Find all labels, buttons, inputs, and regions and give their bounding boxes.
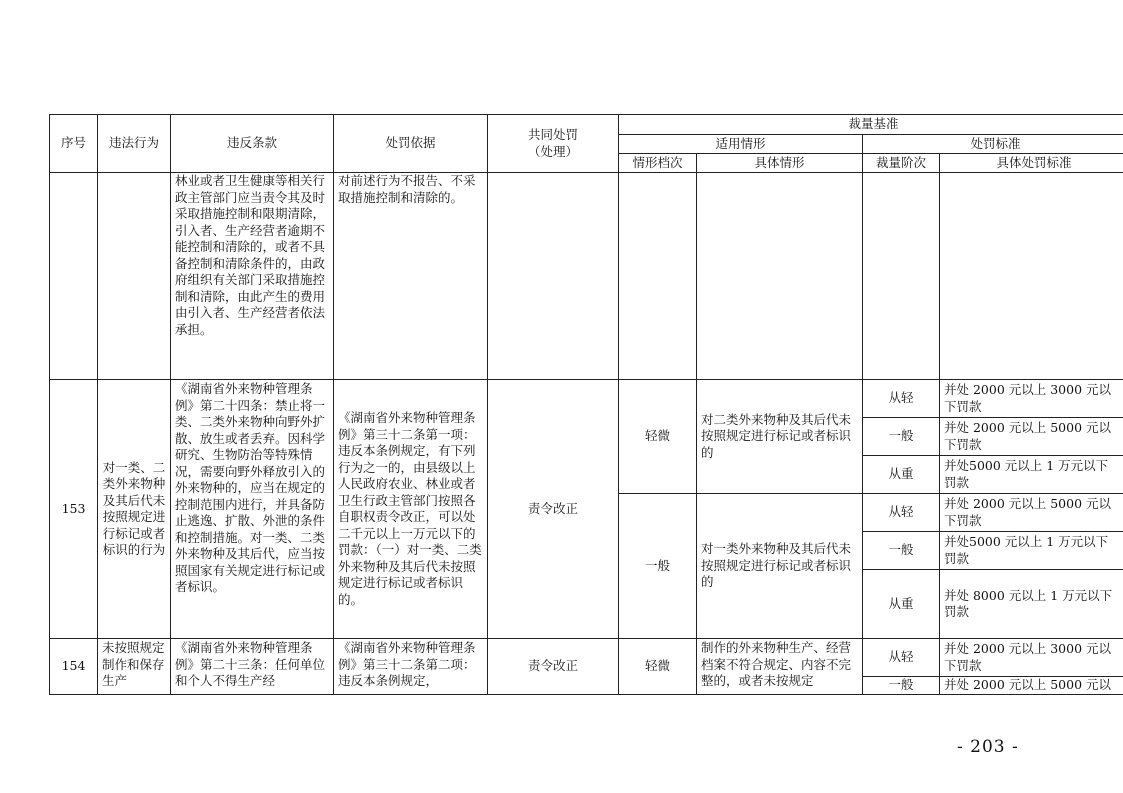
detail-cell: 对二类外来物种及其后代未按照规定进行标记或者标识的 [697, 380, 863, 494]
header-detail: 具体情形 [697, 154, 863, 173]
behavior-cell: 对一类、二类外来物种及其后代未按照规定进行标记或者标识的行为 [98, 380, 171, 639]
header-clause: 违反条款 [171, 115, 334, 173]
level-cell: 轻微 [619, 639, 697, 695]
penalty-cell: 并处 2000 元以上 5000 元以 [940, 677, 1123, 695]
header-applicable: 适用情形 [619, 135, 863, 154]
header-seq: 序号 [50, 115, 98, 173]
stage-cell: 从重 [863, 456, 940, 494]
cell-empty [619, 173, 697, 380]
header-common-line1: 共同处罚 [527, 127, 578, 142]
penalty-cell: 并处5000 元以上 1 万元以下 罚款 [940, 532, 1123, 570]
cell-empty [940, 173, 1123, 380]
header-discretion: 裁量基准 [619, 115, 1123, 135]
header-common [488, 115, 619, 173]
stage-cell: 从轻 [863, 494, 940, 532]
penalty-cell: 并处 2000 元以上 5000 元以 下罚款 [940, 418, 1123, 456]
stage-cell: 一般 [863, 532, 940, 570]
detail-cell: 制作的外来物种生产、经营档案不符合规定、内容不完整的，或者未按规定 [697, 639, 863, 695]
stage-cell: 从轻 [863, 639, 940, 677]
cell-empty [863, 173, 940, 380]
detail-cell: 对一类外来物种及其后代未按照规定进行标记或者标识的 [697, 494, 863, 639]
header-behavior: 违法行为 [98, 115, 171, 173]
clause-cell: 《湖南省外来物种管理条例》第二十四条：禁止将一类、二类外来物种向野外扩散、放生或者丢弃。因科学研究、生物防治等特殊情况，需要向野外释放引入的外来物种的，应当在规定的控制范围内进行，并具备防止逃逸、扩散、外泄的条件和控制措施。对一类、二类外来物种及其后代，应当按照国家有关规定进行标记或者标识。 [171, 380, 334, 639]
level-cell: 轻微 [619, 380, 697, 494]
behavior-cell: 未按照规定制作和保存生产 [98, 639, 171, 695]
table-row-153 [50, 380, 1123, 418]
stage-cell: 一般 [863, 418, 940, 456]
clause-cell: 《湖南省外来物种管理条例》第二十三条：任何单位和个人不得生产经 [171, 639, 334, 695]
header-stage: 裁量阶次 [863, 154, 940, 173]
common-cell: 责令改正 [488, 639, 619, 695]
level-cell: 一般 [619, 494, 697, 639]
clause-cell: 林业或者卫生健康等相关行政主管部门应当责令其及时采取措施控制和限期清除，引入者、生产经营者逾期不能控制和清除的，或者不具备控制和清除条件的，由政府组织有关部门采取措施控制和清除，由此产生的费用由引入者、生产经营者依法承担。 [171, 173, 334, 380]
seq-cell: 154 [50, 639, 98, 695]
cell-empty [488, 173, 619, 380]
page-number: - 203 - [957, 737, 1019, 757]
cell-empty [697, 173, 863, 380]
header-basis: 处罚依据 [334, 115, 488, 173]
penalty-cell: 并处 2000 元以上 3000 元以 下罚款 [940, 639, 1123, 677]
discretion-table [49, 114, 1123, 695]
basis-cell: 《湖南省外来物种管理条例》第三十二条第二项：违反本条例规定， [334, 639, 488, 695]
basis-cell: 对前述行为不报告、不采取措施控制和清除的。 [334, 173, 488, 380]
header-common-line2: （处理） [527, 143, 578, 159]
header-level: 情形档次 [619, 154, 697, 173]
penalty-cell: 并处5000 元以上 1 万元以下 罚款 [940, 456, 1123, 494]
penalty-cell: 并处 8000 元以上 1 万元以下 罚款 [940, 570, 1123, 639]
common-cell: 责令改正 [488, 380, 619, 639]
penalty-cell: 并处 2000 元以上 5000 元以 下罚款 [940, 494, 1123, 532]
header-standard: 处罚标准 [863, 135, 1123, 154]
basis-cell: 《湖南省外来物种管理条例》第三十二条第一项：违反本条例规定，有下列行为之一的，由县级以上人民政府农业、林业或者卫生行政主管部门按照各自职权责令改正，可以处二千元以上一万元以下的罚款：（一）对一类、二类外来物种及其后代未按照规定进行标记或者标识的。 [334, 380, 488, 639]
cell-empty [50, 173, 98, 380]
table-row-continued [50, 173, 1123, 380]
penalty-cell: 并处 2000 元以上 3000 元以 下罚款 [940, 380, 1123, 418]
table-row-154 [50, 639, 1123, 677]
header-penalty: 具体处罚标准 [940, 154, 1123, 173]
seq-cell: 153 [50, 380, 98, 639]
stage-cell: 一般 [863, 677, 940, 695]
stage-cell: 从重 [863, 570, 940, 639]
stage-cell: 从轻 [863, 380, 940, 418]
cell-empty [98, 173, 171, 380]
